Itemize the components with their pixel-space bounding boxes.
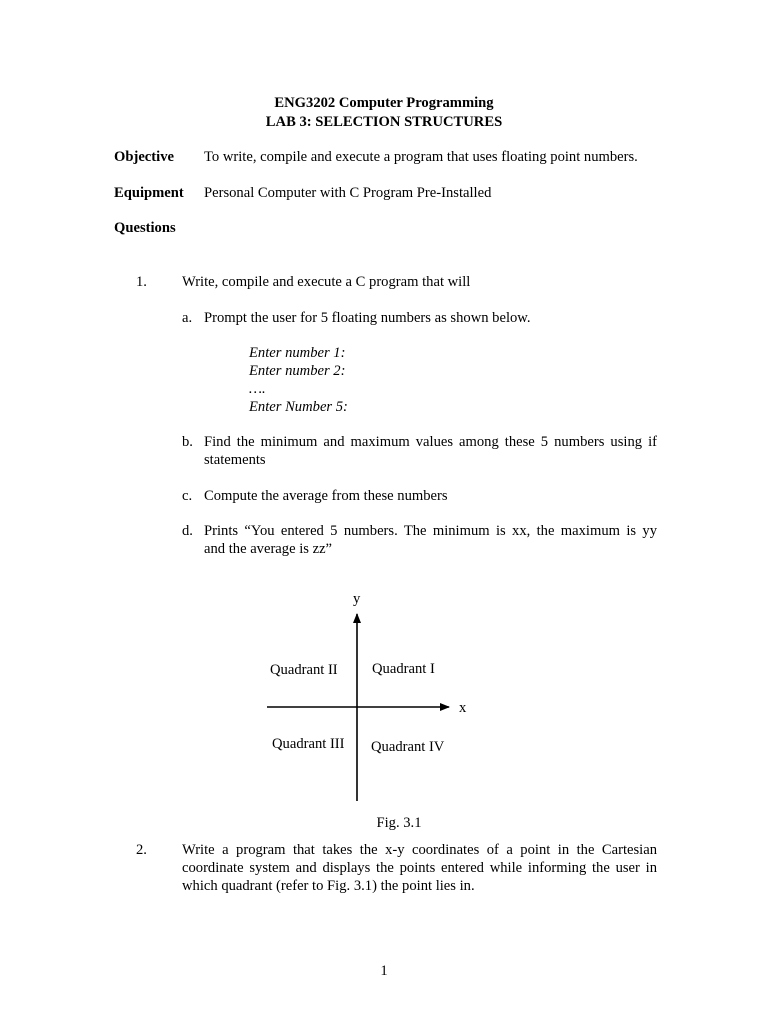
q1b-text-line1: Find the minimum and maximum values among these 5 numbers using if: [204, 434, 657, 450]
equipment-text: Personal Computer with C Program Pre-Installed: [204, 185, 492, 201]
lab-title: LAB 3: SELECTION STRUCTURES: [265, 114, 503, 130]
q2-text-line2: coordinate system and displays the points entered while informing the user in: [182, 860, 657, 876]
quadrant-3-label: Quadrant III: [272, 736, 345, 752]
q1d-marker: d.: [182, 523, 193, 539]
q2-number: 2.: [136, 842, 147, 858]
page-number: 1: [380, 963, 388, 979]
equipment-label: Equipment: [114, 185, 184, 201]
figure-caption: Fig. 3.1: [376, 815, 422, 831]
y-axis-label: y: [353, 591, 361, 607]
quadrant-1-label: Quadrant I: [372, 661, 435, 677]
objective-label: Objective: [114, 149, 174, 165]
q1b-marker: b.: [182, 434, 193, 450]
q1-number: 1.: [136, 274, 147, 290]
q1b-text-line2: statements: [204, 452, 266, 468]
objective-text: To write, compile and execute a program that uses floating point numbers.: [204, 149, 638, 165]
prompt-line: Enter Number 5:: [249, 399, 348, 415]
q1a-marker: a.: [182, 310, 193, 326]
x-axis-label: x: [459, 700, 467, 716]
q1c-marker: c.: [182, 488, 193, 504]
q1c-text: Compute the average from these numbers: [204, 488, 448, 504]
q2-text-line1: Write a program that takes the x-y coordinates of a point in the Cartesian: [182, 842, 657, 858]
q1-text: Write, compile and execute a C program that will: [182, 274, 471, 290]
prompt-line: Enter number 2:: [249, 363, 346, 379]
quadrant-4-label: Quadrant IV: [371, 739, 445, 755]
prompt-line: ….: [249, 381, 266, 397]
quadrant-figure: [0, 580, 768, 830]
q1a-text: Prompt the user for 5 floating numbers as shown below.: [204, 310, 531, 326]
q1d-text-line2: and the average is zz”: [204, 541, 333, 557]
q1d-text-line1: Prints “You entered 5 numbers. The minimum is xx, the maximum is yy: [204, 523, 657, 539]
quadrant-2-label: Quadrant II: [270, 662, 338, 678]
questions-label: Questions: [114, 220, 176, 236]
course-title: ENG3202 Computer Programming: [274, 95, 494, 111]
q2-text-line3: which quadrant (refer to Fig. 3.1) the point lies in.: [182, 878, 475, 894]
prompt-line: Enter number 1:: [249, 345, 346, 361]
